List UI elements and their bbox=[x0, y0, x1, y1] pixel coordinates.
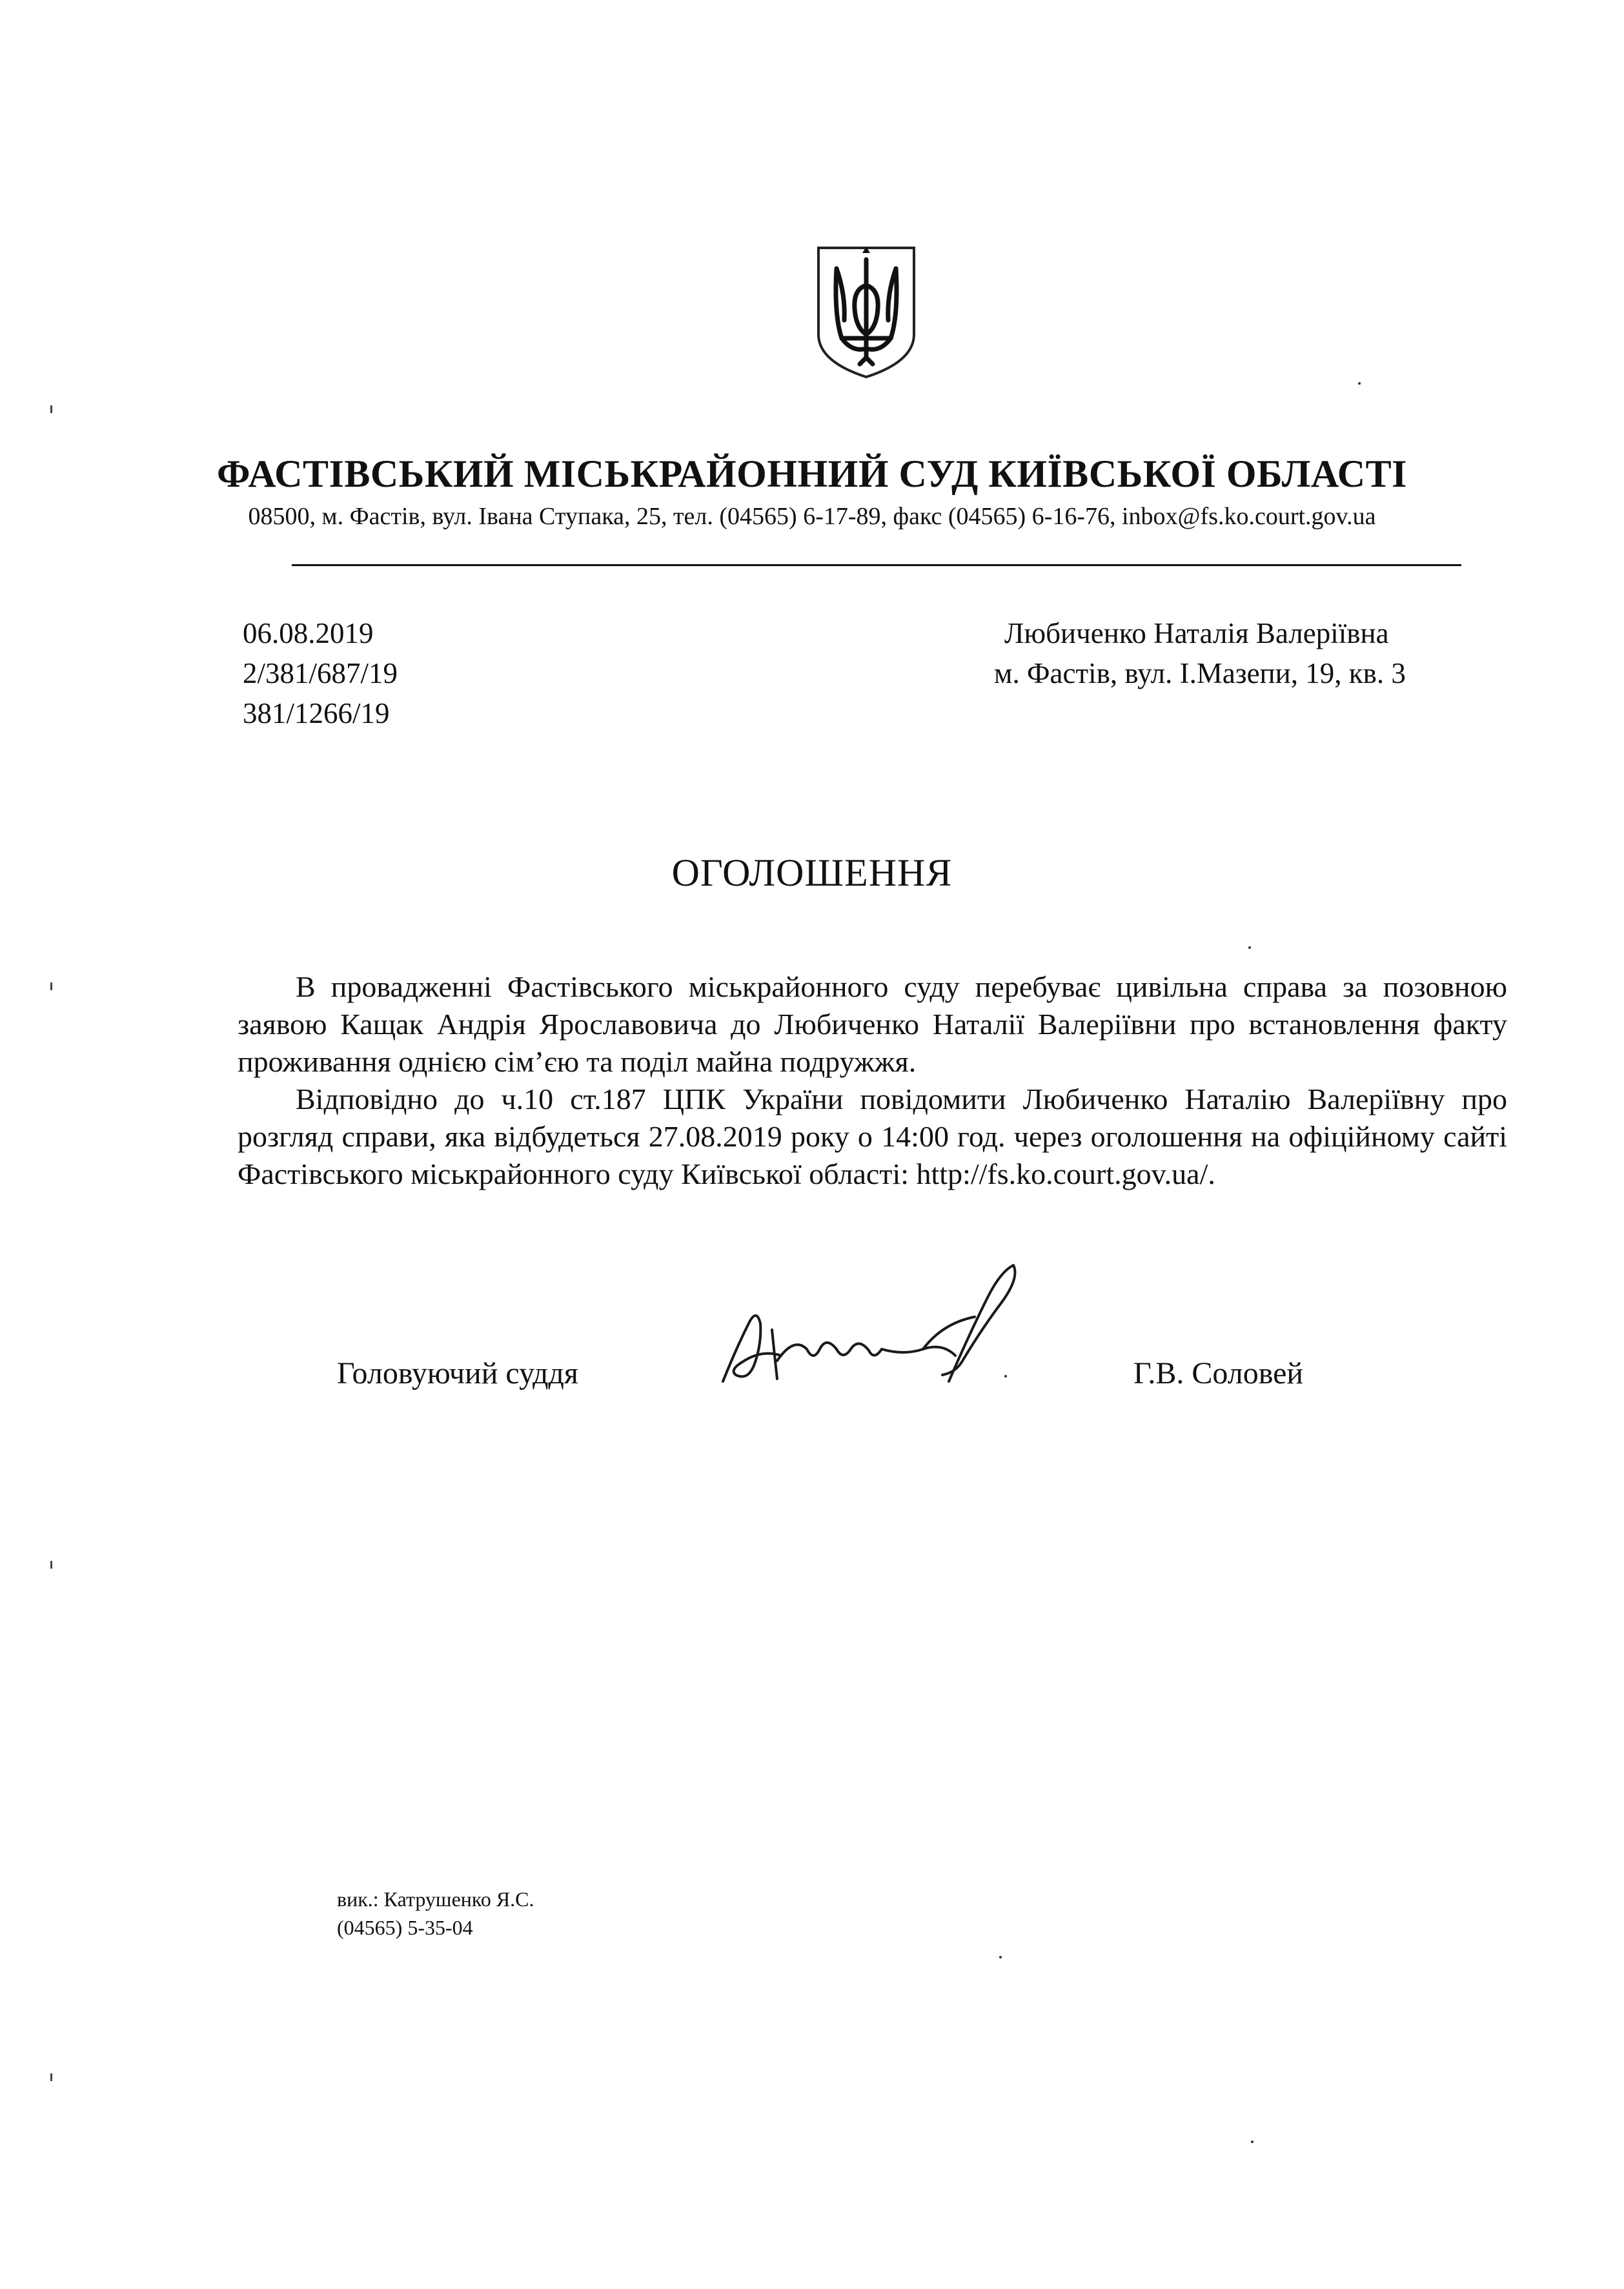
judge-name: Г.В. Соловей bbox=[1133, 1356, 1304, 1390]
document-date: 06.08.2019 bbox=[243, 617, 374, 649]
body-paragraph-2-text: Відповідно до ч.10 ст.187 ЦПК України повідомити Любиченко Наталію Валеріївну про розгляд справи, яка відбудеться 27.08.2019 року о 14:00 год. через оголошення на офіційному сайті Фастівського міськрайонного суду Київської області: bbox=[238, 1083, 1507, 1190]
case-number: 381/1266/19 bbox=[243, 697, 390, 729]
handwritten-signature bbox=[710, 1252, 1033, 1401]
executor-block bbox=[337, 1885, 534, 1942]
addressee-name: Любиченко Наталія Валеріївна bbox=[1004, 617, 1389, 649]
scan-mark bbox=[50, 982, 52, 990]
court-address: 08500, м. Фастів, вул. Івана Ступака, 25, тел. (04565) 6-17-89, факс (04565) 6-16-76, inbox@fs.ko.court.gov.ua bbox=[248, 503, 1376, 530]
addressee-address: м. Фастів, вул. І.Мазепи, 19, кв. 3 bbox=[994, 657, 1406, 689]
addressee-block bbox=[994, 613, 1406, 693]
scan-speck bbox=[1251, 2141, 1254, 2143]
executor-name: вик.: Катрушенко Я.С. bbox=[337, 1887, 534, 1911]
court-name: ФАСТІВСЬКИЙ МІСЬКРАЙОННИЙ СУД КИЇВСЬКОЇ ОБЛАСТІ bbox=[217, 453, 1407, 495]
announcement-body bbox=[238, 968, 1507, 1193]
judge-title: Головуючий суддя bbox=[337, 1356, 578, 1390]
reference-block bbox=[243, 613, 398, 733]
document-heading: ОГОЛОШЕННЯ bbox=[671, 851, 953, 894]
executor-phone: (04565) 5-35-04 bbox=[337, 1916, 473, 1939]
scan-speck bbox=[1004, 1375, 1007, 1378]
letterhead-divider bbox=[292, 564, 1461, 566]
body-paragraph-1: В провадженні Фастівського міськрайонного суду перебуває цивільна справа за позовною заявою Кащак Андрія Ярославовича до Любиченко Наталії Валеріївни про встановлення факту проживання однією сім’єю та поділ майна подружжя. bbox=[238, 970, 1507, 1078]
court-website-url: http://fs.ko.court.gov.ua/. bbox=[916, 1157, 1215, 1190]
scan-mark bbox=[50, 405, 52, 413]
body-paragraph-2 bbox=[238, 1081, 1507, 1193]
scan-mark bbox=[50, 1561, 52, 1569]
scan-mark bbox=[50, 2073, 52, 2081]
coat-of-arms-trident-icon bbox=[815, 244, 918, 381]
scan-speck bbox=[999, 1956, 1002, 1958]
scan-speck bbox=[1248, 946, 1251, 949]
scan-speck bbox=[1358, 382, 1361, 385]
outgoing-number: 2/381/687/19 bbox=[243, 657, 398, 689]
